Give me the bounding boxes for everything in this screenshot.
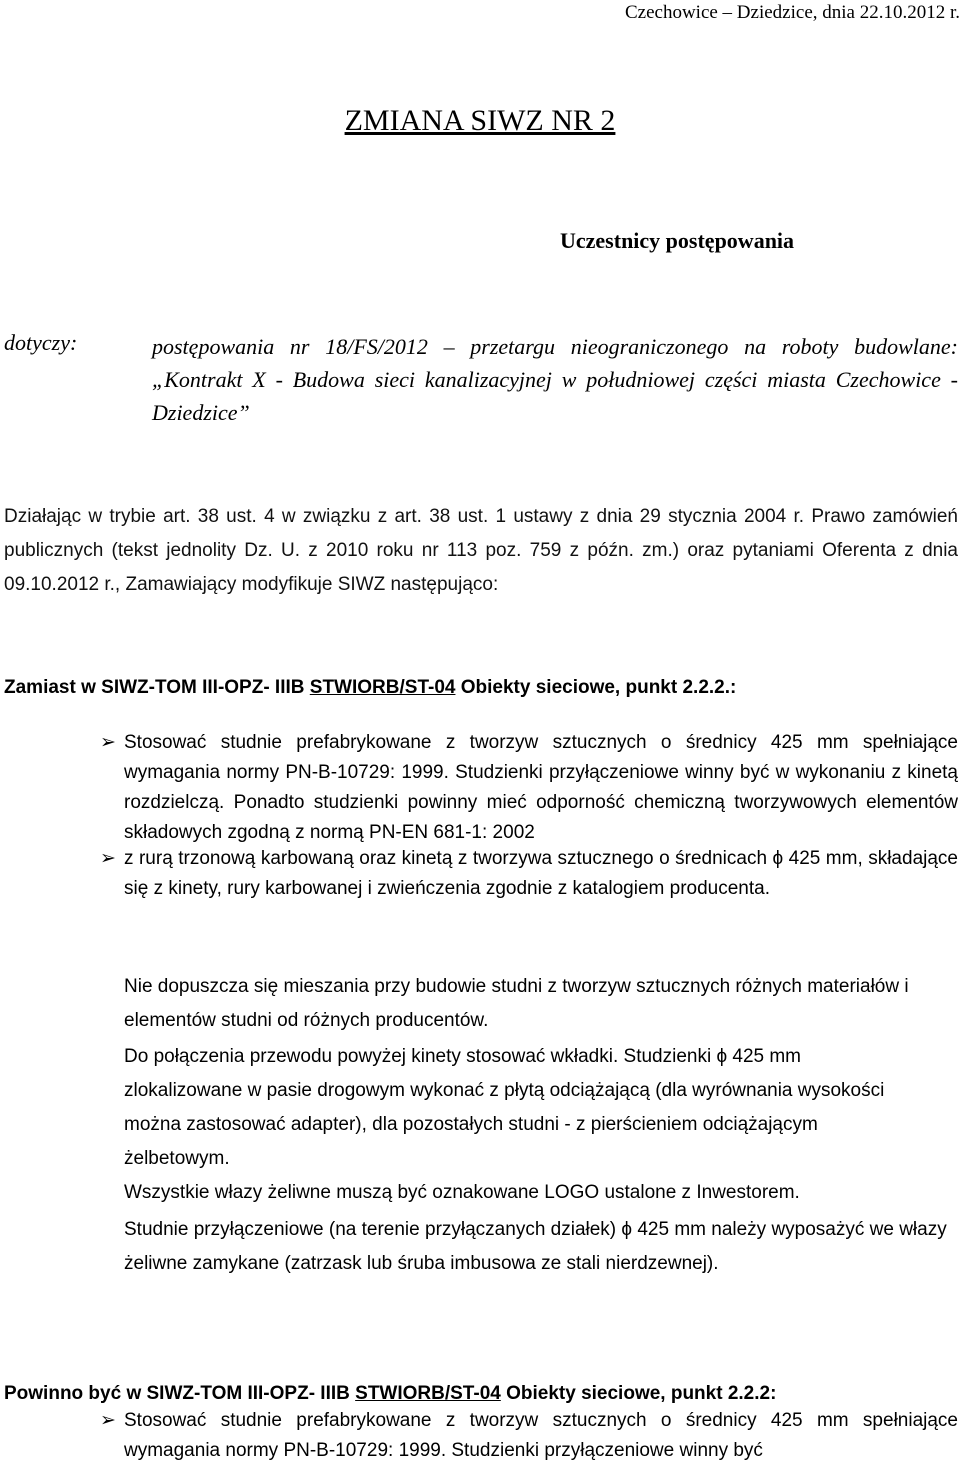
bullet-item bbox=[100, 844, 958, 904]
concerns-text: postępowania nr 18/FS/2012 – przetargu nieograniczonego na roboty budowlane: „Kontrakt X - Budowa sieci kanalizacyjnej w południowej części miasta Czechowice - Dziedzice” bbox=[152, 334, 958, 425]
concerns-label: dotyczy: bbox=[4, 330, 78, 355]
paragraph: Studnie przyłączeniowe (na terenie przyłączanych działek) ϕ 425 mm należy wyposażyć we włazy żeliwne zamykane (zatrzask lub śruba imbusowa ze stali nierdzewnej). bbox=[124, 1219, 947, 1274]
paragraph: Nie dopuszcza się mieszania przy budowie studni z tworzyw sztucznych różnych materiałów i elementów studni od różnych producentów. bbox=[124, 976, 909, 1031]
paragraph: Wszystkie włazy żeliwne muszą być oznakowane LOGO ustalone z Inwestorem. bbox=[124, 1182, 800, 1203]
arrow-bullet-icon: ➢ bbox=[100, 1410, 116, 1431]
section-heading-prefix: Powinno być w SIWZ-TOM III-OPZ- IIIB bbox=[4, 1383, 356, 1404]
section-heading-ref: STWIORB/ST-04 bbox=[309, 677, 456, 698]
section-heading-suffix: Obiekty sieciowe, punkt 2.2.2.: bbox=[455, 677, 737, 698]
date-line: Czechowice – Dziedzice, dnia 22.10.2012 r. bbox=[624, 2, 960, 23]
bullet-text: Stosować studnie prefabrykowane z tworzyw sztucznych o średnicy 425 mm spełniające wymagania normy PN-B-10729: 1999. Studzienki przyłączeniowe winny być bbox=[124, 1410, 958, 1461]
section-heading-ref: STWIORB/ST-04 bbox=[355, 1383, 501, 1404]
bullet-item bbox=[100, 1406, 958, 1466]
addressee: Uczestnicy postępowania bbox=[560, 228, 795, 253]
section-heading-suffix: Obiekty sieciowe, punkt 2.2.2: bbox=[500, 1383, 777, 1404]
section-heading-instead bbox=[4, 677, 960, 699]
section-heading-prefix: Zamiast w SIWZ-TOM III-OPZ- IIIB bbox=[4, 677, 310, 698]
bullet-item bbox=[100, 728, 958, 848]
bullet-text: Stosować studnie prefabrykowane z tworzyw sztucznych o średnicy 425 mm spełniające wymagania normy PN-B-10729: 1999. Studzienki przyłączeniowe winny być w wykonaniu z kinetą rozdzielczą. Ponadto studzienki powinny mieć odporność chemiczną tworzywowych elementów składowych zgodną z normą PN-EN 681-1: 2002 bbox=[124, 732, 958, 843]
arrow-bullet-icon: ➢ bbox=[100, 732, 116, 753]
document-title: ZMIANA SIWZ NR 2 bbox=[344, 104, 616, 137]
bullet-text: z rurą trzonową karbowaną oraz kinetą z tworzywa sztucznego o średnicach ϕ 425 mm, składające się z kinety, rury karbowanej i zwieńczenia zgodnie z katalogiem producenta. bbox=[124, 848, 958, 899]
section-heading-should-be bbox=[4, 1383, 960, 1405]
paragraph: Do połączenia przewodu powyżej kinety stosować wkładki. Studzienki ϕ 425 mm zlokalizowane w pasie drogowym wykonać z płytą odciążającą (dla wyrównania wysokości można zastosować adapter), dla pozostałych studni - z pierścieniem odciążającym żelbetowym. bbox=[124, 1046, 885, 1169]
arrow-bullet-icon: ➢ bbox=[100, 848, 116, 869]
intro-paragraph: Działając w trybie art. 38 ust. 4 w związku z art. 38 ust. 1 ustawy z dnia 29 stycznia 2004 r. Prawo zamówień publicznych (tekst jednolity Dz. U. z 2010 roku nr 113 poz. 759 z późn. zm.) oraz pytaniami Oferenta z dnia 09.10.2012 r., Zamawiający modyfikuje SIWZ następująco: bbox=[4, 506, 958, 595]
